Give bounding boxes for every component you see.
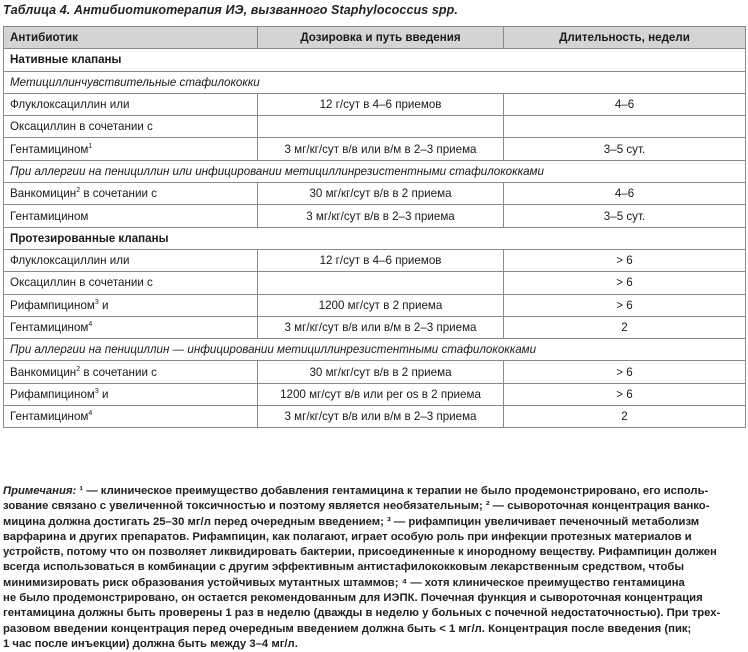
footnote-marker: 2 bbox=[76, 187, 81, 195]
table-caption: Таблица 4. Антибиотикотерапия ИЭ, вызванного Staphylococcus spp. bbox=[3, 3, 458, 17]
footnote-marker: 2 bbox=[76, 365, 81, 373]
antibiotic-cell bbox=[4, 294, 258, 316]
notes-line bbox=[3, 622, 743, 637]
table-row bbox=[4, 406, 746, 428]
dosage-cell: 12 г/сут в 4–6 приемов bbox=[258, 249, 504, 271]
table-row bbox=[4, 138, 746, 160]
table-row bbox=[4, 93, 746, 115]
table-row bbox=[4, 361, 746, 383]
duration-cell bbox=[504, 116, 746, 138]
duration-cell: 3–5 сут. bbox=[504, 138, 746, 160]
antibiotic-name: Гентамицином bbox=[10, 142, 89, 156]
section-title: Нативные клапаны bbox=[4, 49, 746, 71]
antibiotic-name: Флуклоксациллин или bbox=[10, 98, 130, 112]
dosage-cell bbox=[258, 116, 504, 138]
duration-cell: > 6 bbox=[504, 249, 746, 271]
notes-line bbox=[3, 484, 743, 499]
antibiotic-name-tail: и bbox=[98, 387, 109, 401]
section-row bbox=[4, 227, 746, 249]
duration-cell: > 6 bbox=[504, 272, 746, 294]
notes-line bbox=[3, 499, 743, 514]
antibiotic-name: Оксациллин в сочетании с bbox=[10, 276, 153, 290]
antibiotic-name-tail: в сочетании с bbox=[80, 365, 157, 379]
duration-cell: > 6 bbox=[504, 361, 746, 383]
notes-text: мицина должна достигать 25–30 мг/л перед очередным введением; ³ — рифампицин увеличивает печеночный метаболизм bbox=[3, 515, 700, 528]
dosage-cell: 30 мг/кг/сут в/в в 2 приема bbox=[258, 183, 504, 205]
notes-label: Примечания: bbox=[3, 485, 77, 497]
footnote-marker: 3 bbox=[94, 298, 99, 306]
notes-text: разовом введении концентрация перед очередным введением должна быть < 1 мг/л. Концентрация после введения (пик; bbox=[3, 622, 692, 635]
notes-line bbox=[3, 591, 743, 606]
notes-line bbox=[3, 576, 743, 591]
duration-cell: > 6 bbox=[504, 383, 746, 405]
footnote-marker: 3 bbox=[94, 387, 99, 395]
antibiotic-name-tail: в сочетании с bbox=[80, 187, 157, 201]
antibiotic-name: Рифампицином bbox=[10, 387, 95, 401]
notes-text: ¹ — клиническое преимущество добавления гентамицина к терапии не было продемонстрировано, его исполь- bbox=[76, 485, 709, 497]
notes-text: минимизировать риск образования устойчивых мутантных штаммов; ⁴ — хотя клиническое преимущество гентамицина bbox=[3, 576, 685, 589]
subsection-title: Метициллинчувствительные стафилококки bbox=[4, 71, 746, 93]
antibiotic-name-tail: и bbox=[98, 298, 109, 312]
notes-line bbox=[3, 545, 743, 560]
antibiotic-name: Рифампицином bbox=[10, 298, 95, 312]
table-row bbox=[4, 183, 746, 205]
notes-line bbox=[3, 515, 743, 530]
duration-cell: 4–6 bbox=[504, 183, 746, 205]
section-row bbox=[4, 49, 746, 71]
table-header-row bbox=[4, 27, 746, 49]
antibiotic-name: Флуклоксациллин или bbox=[10, 254, 130, 268]
dosage-cell: 3 мг/кг/сут в/в или в/м в 2–3 приема bbox=[258, 138, 504, 160]
duration-cell: 2 bbox=[504, 316, 746, 338]
antibiotic-name: Ванкомицин bbox=[10, 187, 77, 201]
section-title: Протезированные клапаны bbox=[4, 227, 746, 249]
dosage-cell: 3 мг/кг/сут в/в в 2–3 приема bbox=[258, 205, 504, 227]
antibiotic-cell bbox=[4, 272, 258, 294]
table-body bbox=[4, 49, 746, 428]
notes-text: варфарина и других препаратов. Рифампицин, как полагают, играет особую роль при инфекции протезных материалов и bbox=[3, 530, 692, 543]
dosage-cell bbox=[258, 272, 504, 294]
header-dosage: Дозировка и путь введения bbox=[258, 27, 504, 49]
antibiotic-cell bbox=[4, 93, 258, 115]
antibiotic-name: Гентамицином bbox=[10, 321, 89, 334]
antibiotic-name: Оксациллин в сочетании с bbox=[10, 120, 153, 134]
antibiotic-name: Гентамицином bbox=[10, 209, 89, 223]
subsection-row bbox=[4, 71, 746, 93]
header-duration: Длительность, недели bbox=[504, 27, 746, 49]
notes-text: всегда использоваться в комбинации с другим эффективным антистафилококковым лекарственным средством, чтобы bbox=[3, 561, 684, 574]
notes-line bbox=[3, 530, 743, 545]
table-row bbox=[4, 272, 746, 294]
antibiotic-cell bbox=[4, 205, 258, 227]
dosage-cell: 1200 мг/сут в/в или per os в 2 приема bbox=[258, 383, 504, 405]
notes-line bbox=[3, 637, 743, 652]
subsection-title: При аллергии на пенициллин или инфицировании метициллинрезистентными стафилококками bbox=[4, 160, 746, 182]
notes-text: не было продемонстрировано, он остается рекомендованным для ИЭПК. Почечная функция и сывороточная концентрация bbox=[3, 592, 703, 605]
antibiotic-cell bbox=[4, 316, 258, 338]
duration-cell: > 6 bbox=[504, 294, 746, 316]
notes-line bbox=[3, 560, 743, 575]
notes-line bbox=[3, 606, 743, 621]
dosage-cell: 1200 мг/сут в 2 приема bbox=[258, 294, 504, 316]
antibiotic-cell bbox=[4, 361, 258, 383]
notes-text: зование связано с увеличенной токсичностью и поэтому является необязательным; ² — сывороточная концентрация ванко- bbox=[3, 500, 710, 513]
notes-text: 1 час после инъекции) должна быть между 3–4 мг/л. bbox=[3, 637, 298, 650]
duration-cell: 4–6 bbox=[504, 93, 746, 115]
antibiotic-cell bbox=[4, 183, 258, 205]
antibiotic-cell bbox=[4, 249, 258, 271]
subsection-row bbox=[4, 339, 746, 361]
dosage-cell: 3 мг/кг/сут в/в или в/м в 2–3 приема bbox=[258, 406, 504, 428]
notes-text: гентамицина должны быть проверены 1 раз в неделю (дважды в неделю у больных с почечной недостаточностью). При трех- bbox=[3, 607, 721, 620]
antibiotic-cell bbox=[4, 116, 258, 138]
dosage-cell: 12 г/сут в 4–6 приемов bbox=[258, 93, 504, 115]
duration-cell: 2 bbox=[504, 406, 746, 428]
antibiotic-cell bbox=[4, 138, 258, 160]
table-notes bbox=[3, 484, 743, 652]
antibiotic-cell bbox=[4, 406, 258, 428]
antibiotic-name: Гентамицином bbox=[10, 410, 89, 424]
notes-text: устройств, потому что он позволяет ликвидировать бактерии, присоединенные к инородному веществу. Рифампицин должен bbox=[3, 546, 717, 559]
table-row bbox=[4, 205, 746, 227]
table-row bbox=[4, 294, 746, 316]
table-row bbox=[4, 249, 746, 271]
table-row bbox=[4, 316, 746, 338]
antibiotic-cell bbox=[4, 383, 258, 405]
footnote-marker: 4 bbox=[88, 410, 93, 418]
table-row bbox=[4, 116, 746, 138]
subsection-row bbox=[4, 160, 746, 182]
antibiotic-name: Ванкомицин bbox=[10, 365, 77, 379]
dosage-cell: 30 мг/кг/сут в/в в 2 приема bbox=[258, 361, 504, 383]
footnote-marker: 1 bbox=[88, 142, 93, 150]
footnote-marker: 4 bbox=[88, 321, 93, 328]
subsection-title: При аллергии на пенициллин — инфицировании метициллинрезистентными стафилококками bbox=[4, 339, 746, 361]
table-row bbox=[4, 383, 746, 405]
duration-cell: 3–5 сут. bbox=[504, 205, 746, 227]
antibiotic-table bbox=[3, 26, 746, 428]
header-antibiotic: Антибиотик bbox=[4, 27, 258, 49]
dosage-cell: 3 мг/кг/сут в/в или в/м в 2–3 приема bbox=[258, 316, 504, 338]
